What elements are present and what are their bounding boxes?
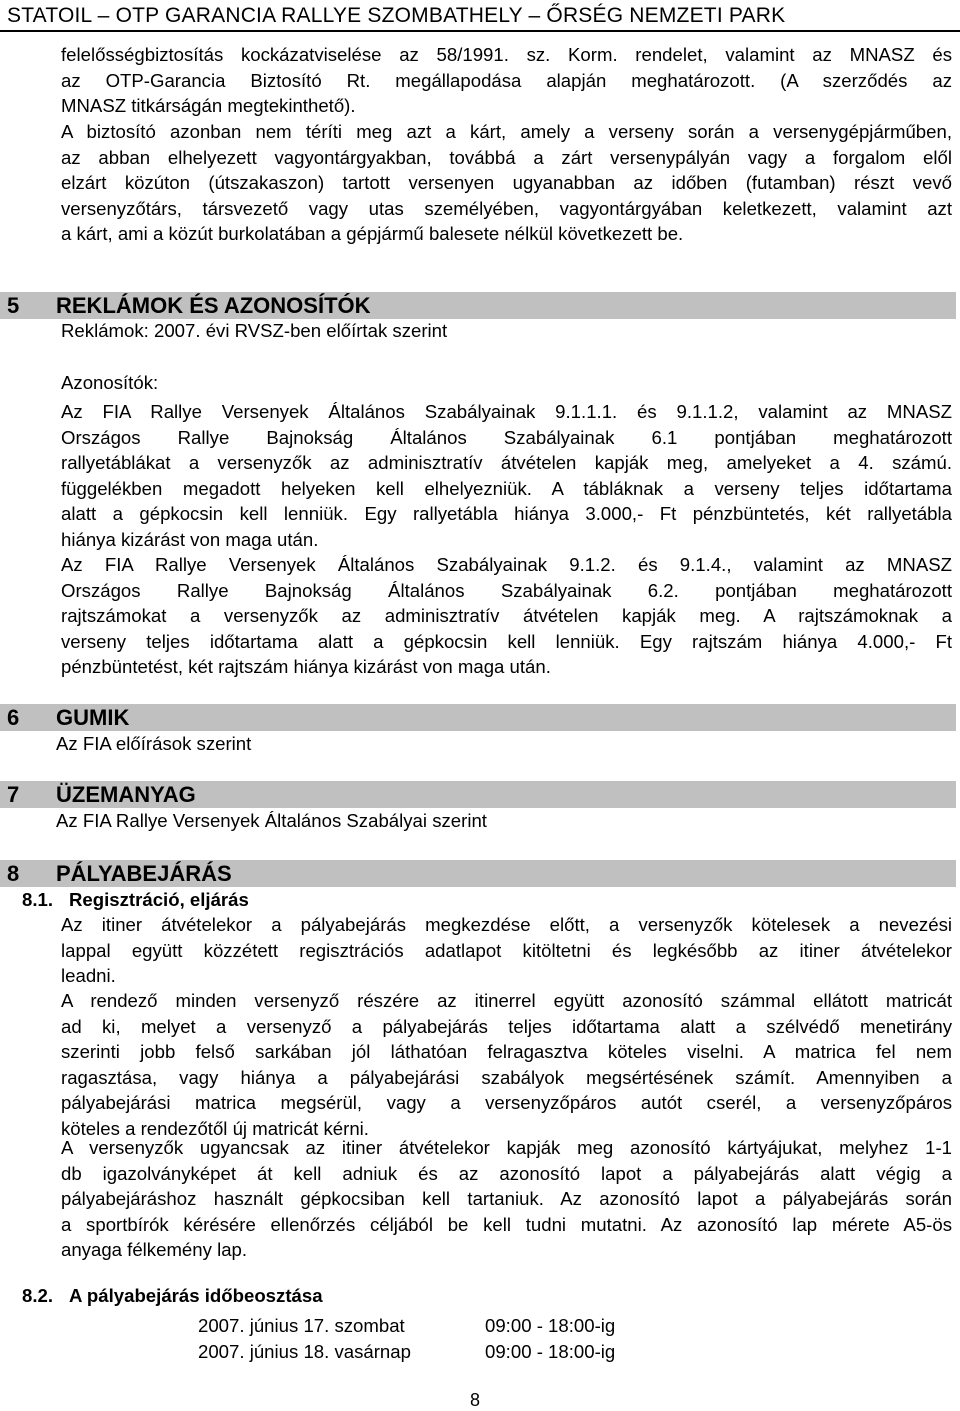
- section-title: ÜZEMANYAG: [56, 782, 196, 807]
- section-number: 5: [7, 293, 20, 318]
- start-numbers-paragraph: [61, 552, 952, 680]
- identifiers-label: Azonosítók:: [61, 372, 159, 393]
- text-line: pénzbüntetést, két rajtszám hiánya kizárást von maga után.: [61, 656, 551, 678]
- section-number: 8: [7, 861, 20, 886]
- section-heading-6: [0, 704, 956, 731]
- subsection-title: Regisztráció, eljárás: [69, 889, 249, 910]
- text-line: Országos Rallye Bajnokság Általános Szabályainak 6.2. pontjában meghatározott: [61, 579, 952, 601]
- text-line: rallyetáblákat a versenyzők az adminisztratív átvételen kapják meg, amelyeket a 4. számú.: [61, 452, 952, 474]
- text-line: elzárt közúton (útszakaszon) tartott versenyen ugyanabban az időben (futamban) részt vevő: [61, 172, 952, 194]
- registration-paragraph-2: [61, 988, 952, 1142]
- text-line: Az itiner átvételekor a pályabejárás megkezdése előtt, a versenyzők kötelesek a nevezési: [61, 914, 952, 935]
- registration-paragraph-1: [61, 912, 952, 989]
- text-line: felelősségbiztosítás kockázatviselése az 58/1991. sz. Korm. rendelet, valamint az MNASZ és: [61, 44, 952, 65]
- section-title: PÁLYABEJÁRÁS: [56, 861, 232, 886]
- text-line: pályabejárási matrica megsérül, vagy a versenyzőpáros autót cserél, a versenyzőpáros: [61, 1092, 952, 1114]
- text-line: hiánya kizárást von maga után.: [61, 528, 319, 550]
- schedule-row: [198, 1341, 698, 1365]
- text-line: A biztosító azonban nem téríti meg azt a kárt, amely a verseny során a versenygépjárműben,: [61, 121, 952, 142]
- text-line: anyaga félkemény lap.: [61, 1239, 248, 1261]
- intro-paragraph-1: [61, 42, 952, 119]
- text-line: MNASZ titkárságán megtekinthető).: [61, 95, 356, 117]
- section-heading-8: [0, 860, 956, 887]
- text-line: lappal együtt közzétett regisztrációs adatlapot kitöltetni és legkésőbb az itiner átvételekor: [61, 939, 952, 961]
- text-line: ragasztása, vagy hiánya a pályabejárási szabályok megsértésének számít. Amennyiben a: [61, 1066, 952, 1088]
- text-line: A rendező minden versenyző részére az itinerrel együtt azonosító számmal ellátott matricát: [61, 990, 952, 1011]
- text-line: rajtszámokat a versenyzők az adminisztratív átvételen kapják meg. A rajtszámoknak a: [61, 605, 952, 627]
- ads-rule: Reklámok: 2007. évi RVSZ-ben előírtak szerint: [61, 320, 448, 341]
- page-number: 8: [470, 1390, 481, 1410]
- rally-plates-paragraph: [61, 399, 952, 553]
- text-line: az abban elhelyezett vagyontárgyakban, továbbá a zárt versenypályán vagy a forgalom elől: [61, 146, 952, 168]
- text-line: köteles a rendezőtől új matricát kérni.: [61, 1117, 369, 1139]
- text-line: a kárt, ami a közút burkolatában a gépjármű balesete nélkül következett be.: [61, 223, 684, 245]
- text-line: verseny teljes időtartama alatt a gépkocsin kell lenniük. Egy rajtszám hiánya 4.000,- Ft: [61, 630, 952, 652]
- text-line: db igazolványképet át kell adniuk és az azonosító lapot a pályabejárás alatt végig a: [61, 1162, 952, 1184]
- section-title: REKLÁMOK ÉS AZONOSÍTÓK: [56, 293, 371, 318]
- subsection-number: 8.1.: [22, 889, 54, 910]
- text-line: Országos Rallye Bajnokság Általános Szabályainak 6.1 pontjában meghatározott: [61, 426, 952, 448]
- text-line: alatt a gépkocsin kell lenniük. Egy rallyetábla hiánya 3.000,- Ft pénzbüntetés, két rallyetábla: [61, 503, 952, 525]
- fuel-rule: Az FIA Rallye Versenyek Általános Szabályai szerint: [56, 810, 487, 831]
- schedule-time: 09:00 - 18:00-ig: [485, 1315, 616, 1336]
- subsection-number: 8.2.: [22, 1285, 54, 1306]
- schedule-date: 2007. június 17. szombat: [198, 1315, 405, 1336]
- text-line: ad ki, melyet a versenyző a pályabejárás teljes időtartama alatt a szélvédő menetirány: [61, 1015, 952, 1037]
- registration-paragraph-3: [61, 1135, 952, 1263]
- schedule-row: [198, 1315, 698, 1339]
- text-line: Az FIA Rallye Versenyek Általános Szabályainak 9.1.1.1. és 9.1.1.2, valamint az MNASZ: [61, 401, 952, 422]
- section-heading-7: [0, 781, 956, 808]
- text-line: versenyzőtárs, társvezető vagy utas személyében, vagyontárgyában keletkezett, valamint azt: [61, 197, 952, 219]
- text-line: A versenyzők ugyancsak az itiner átvételekor kapják meg azonosító kártyájukat, melyhez 1-1: [61, 1137, 952, 1158]
- text-line: leadni.: [61, 965, 116, 987]
- section-number: 6: [7, 705, 20, 730]
- header-title: STATOIL – OTP GARANCIA RALLYE SZOMBATHELY – ŐRSÉG NEMZETI PARK: [7, 4, 786, 27]
- tires-rule: Az FIA előírások szerint: [56, 733, 252, 754]
- schedule-date: 2007. június 18. vasárnap: [198, 1341, 411, 1362]
- text-line: függelékben megadott helyeken kell elhelyezniük. A tábláknak a verseny teljes időtartama: [61, 477, 952, 499]
- schedule-time: 09:00 - 18:00-ig: [485, 1341, 616, 1362]
- page-header: [0, 0, 960, 32]
- text-line: Az FIA Rallye Versenyek Általános Szabályainak 9.1.2. és 9.1.4., valamint az MNASZ: [61, 554, 952, 575]
- text-line: szerinti jobb felső sarkában jól láthatóan felragasztva köteles viselni. A matrica fel nem: [61, 1041, 952, 1063]
- intro-paragraph-2: [61, 119, 952, 247]
- section-heading-5: [0, 292, 956, 319]
- section-number: 7: [7, 782, 20, 807]
- subsection-title: A pályabejárás időbeosztása: [69, 1285, 323, 1306]
- section-title: GUMIK: [56, 705, 130, 730]
- text-line: a sportbírók kérésére ellenőrzés céljából be kell tudni mutatni. Az azonosító lap mérete A5-ös: [61, 1213, 952, 1235]
- text-line: pályabejáráshoz használt gépkocsiban kell tartaniuk. Az azonosító lapot a pályabejárás során: [61, 1188, 952, 1210]
- text-line: az OTP-Garancia Biztosító Rt. megállapodása alapján meghatározott. (A szerződés az: [61, 69, 952, 91]
